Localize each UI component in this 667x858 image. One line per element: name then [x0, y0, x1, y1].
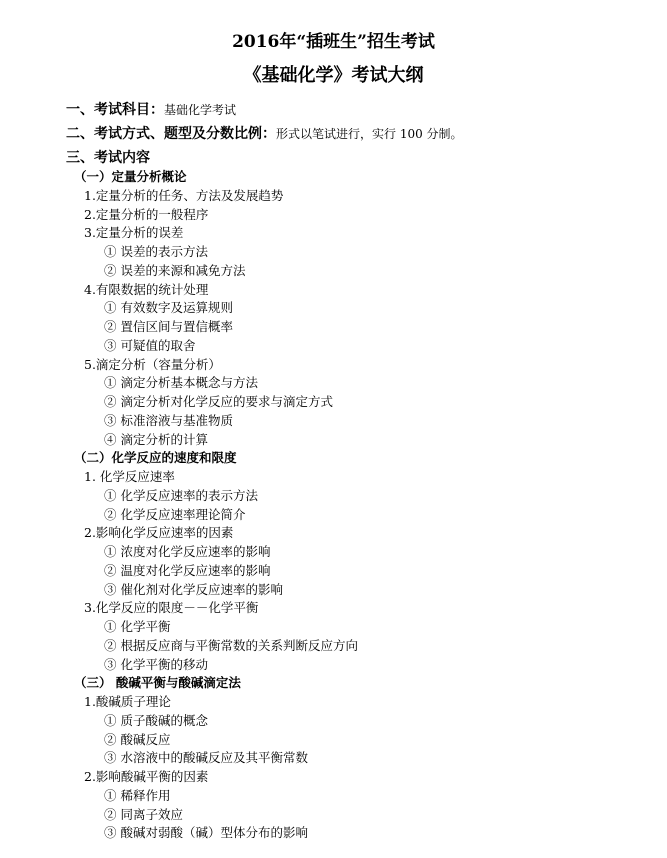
outline-item: 1.定量分析的任务、方法及发展趋势 — [84, 188, 284, 203]
outline-subitem: ② 根据反应商与平衡常数的关系判断反应方向 — [104, 638, 358, 653]
outline-subitem: ③ 可疑值的取舍 — [104, 338, 196, 353]
section-value: 形式以笔试进行，实行 100 分制。 — [276, 127, 463, 141]
outline-item: 1. 化学反应速率 — [84, 469, 175, 484]
outline-item: 2.影响酸碱平衡的因素 — [84, 769, 209, 784]
outline-subitem: ③ 化学平衡的移动 — [104, 657, 208, 672]
outline-subitem: ② 温度对化学反应速率的影响 — [104, 563, 271, 578]
outline-subitem: ① 浓度对化学反应速率的影响 — [104, 544, 271, 559]
outline-subitem: ② 同离子效应 — [104, 807, 183, 822]
outline-subitem: ③ 酸碱对弱酸（碱）型体分布的影响 — [104, 825, 308, 840]
outline-subitem: ③ 标准溶液与基准物质 — [104, 413, 233, 428]
outline-subitem: ① 误差的表示方法 — [104, 244, 208, 259]
outline-subitem: ③ 水溶液中的酸碱反应及其平衡常数 — [104, 750, 308, 765]
outline-item: 3.化学反应的限度－－化学平衡 — [84, 600, 259, 615]
outline-subitem: ② 化学反应速率理论简介 — [104, 507, 246, 522]
outline-subitem: ① 化学反应速率的表示方法 — [104, 488, 258, 503]
outline-subitem: ① 质子酸碱的概念 — [104, 713, 208, 728]
outline-subitem: ① 稀释作用 — [104, 788, 171, 803]
outline-item: 2.定量分析的一般程序 — [84, 207, 209, 222]
outline-item: 4.有限数据的统计处理 — [84, 282, 209, 297]
outline-subitem: ② 酸碱反应 — [104, 732, 171, 747]
document-subtitle: 《基础化学》考试大纲 — [243, 65, 424, 86]
document-title: 2016年“插班生”招生考试 — [232, 32, 435, 52]
section-value: 基础化学考试 — [164, 103, 237, 117]
outline-subitem: ① 化学平衡 — [104, 619, 171, 634]
part-heading: （二）化学反应的速度和限度 — [74, 450, 237, 465]
outline-item: 5.滴定分析（容量分析） — [84, 357, 221, 372]
outline-item: 3.定量分析的误差 — [84, 225, 184, 240]
outline-subitem: ① 有效数字及运算规则 — [104, 300, 233, 315]
section-exam-content: 三、考试内容 — [66, 150, 150, 166]
part-heading: （一）定量分析概论 — [74, 169, 187, 184]
section-exam-format — [66, 125, 463, 143]
section-label: 二、考试方式、题型及分数比例： — [66, 126, 276, 142]
outline-item: 2.影响化学反应速率的因素 — [84, 525, 234, 540]
outline-subitem: ① 滴定分析基本概念与方法 — [104, 375, 258, 390]
section-label: 一、考试科目： — [66, 102, 164, 118]
part-heading: （三） 酸碱平衡与酸碱滴定法 — [74, 675, 241, 690]
section-exam-subject — [66, 101, 236, 119]
outline-item: 1.酸碱质子理论 — [84, 694, 171, 709]
outline-subitem: ③ 催化剂对化学反应速率的影响 — [104, 582, 283, 597]
outline-subitem: ② 滴定分析对化学反应的要求与滴定方式 — [104, 394, 333, 409]
outline-subitem: ② 误差的来源和减免方法 — [104, 263, 246, 278]
outline-subitem: ④ 滴定分析的计算 — [104, 432, 208, 447]
outline-subitem: ② 置信区间与置信概率 — [104, 319, 233, 334]
